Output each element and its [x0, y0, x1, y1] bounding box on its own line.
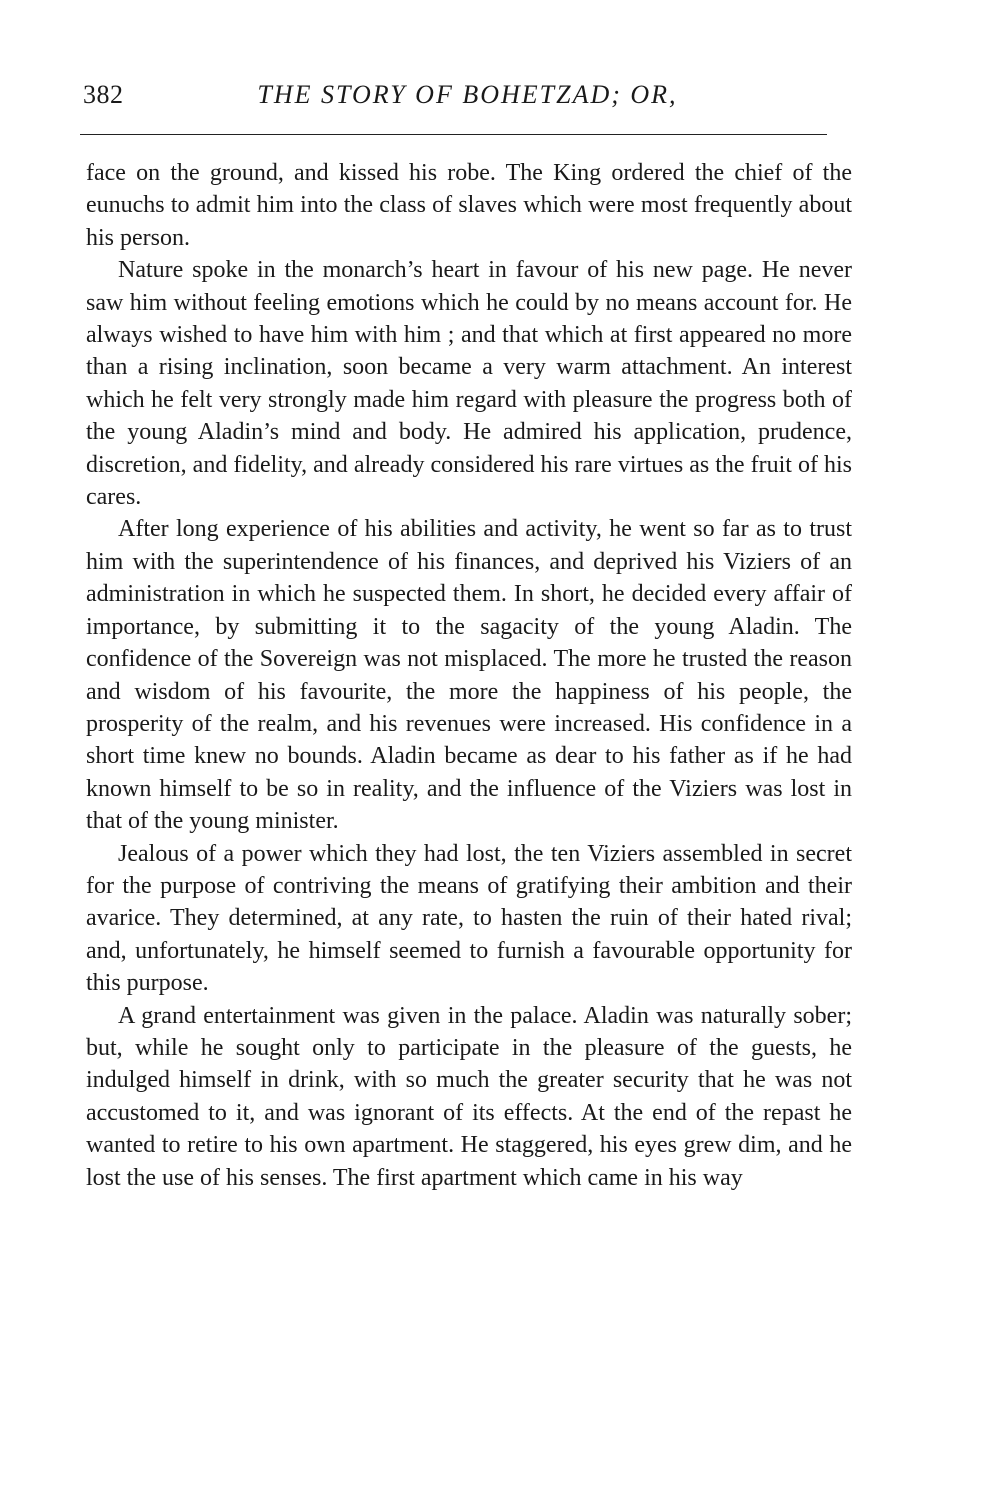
paragraph: After long experience of his abilities and activity, he went so far as to trust him with the superintendence of his finances, and deprived his Viziers of an administration in which he suspected them. In short, he decided every affair of importance, by submitting it to the sagacity of the young Aladin. The confidence of the Sovereign was not misplaced. The more he trusted the reason and wisdom of his favourite, the more the happiness of his people, the prosperity of the realm, and his revenues were increased. His confidence in a short time knew no bounds. Aladin became as dear to his father as if he had known himself to be so in reality, and the influence of the Viziers was lost in that of the young minister.	[86, 516, 852, 835]
paragraph: Nature spoke in the monarch’s heart in favour of his new page. He never saw him without feeling emotions which he could by no means account for. He always wished to have him with him ; and that which at first appeared no more than a rising inclination, soon became a very warm attachment. An interest which he felt very strongly made him regard with pleasure the progress both of the young Aladin’s mind and body. He admired his application, prudence, discretion, and fidelity, and already considered his rare virtues as the fruit of his cares.	[86, 257, 852, 511]
running-title: THE STORY OF BOHETZAD; OR,	[257, 80, 678, 109]
page-number: 382	[83, 80, 124, 109]
header-rule	[80, 134, 827, 135]
paragraph-continued: face on the ground, and kissed his robe. The King ordered the chief of the eunuchs to admit him into the class of slaves which were most frequently about his person.	[86, 160, 852, 251]
paragraph: A grand entertainment was given in the palace. Aladin was naturally sober; but, while he sought only to participate in the pleasure of the guests, he indulged himself in drink, with so much the greater security that he was not accustomed to it, and was ignorant of its effects. At the end of the repast he wanted to retire to his own apartment. He staggered, his eyes grew dim, and he lost the use of his senses. The first apartment which came in his way	[86, 1002, 852, 1191]
paragraph: Jealous of a power which they had lost, the ten Viziers assembled in secret for the purpose of contriving the means of gratifying their ambition and their avarice. They determined, at any rate, to hasten the ruin of their hated rival; and, unfortunately, he himself seemed to furnish a favourable opportunity for this purpose.	[86, 840, 852, 997]
page-header	[80, 74, 855, 114]
body-text	[86, 157, 852, 1194]
